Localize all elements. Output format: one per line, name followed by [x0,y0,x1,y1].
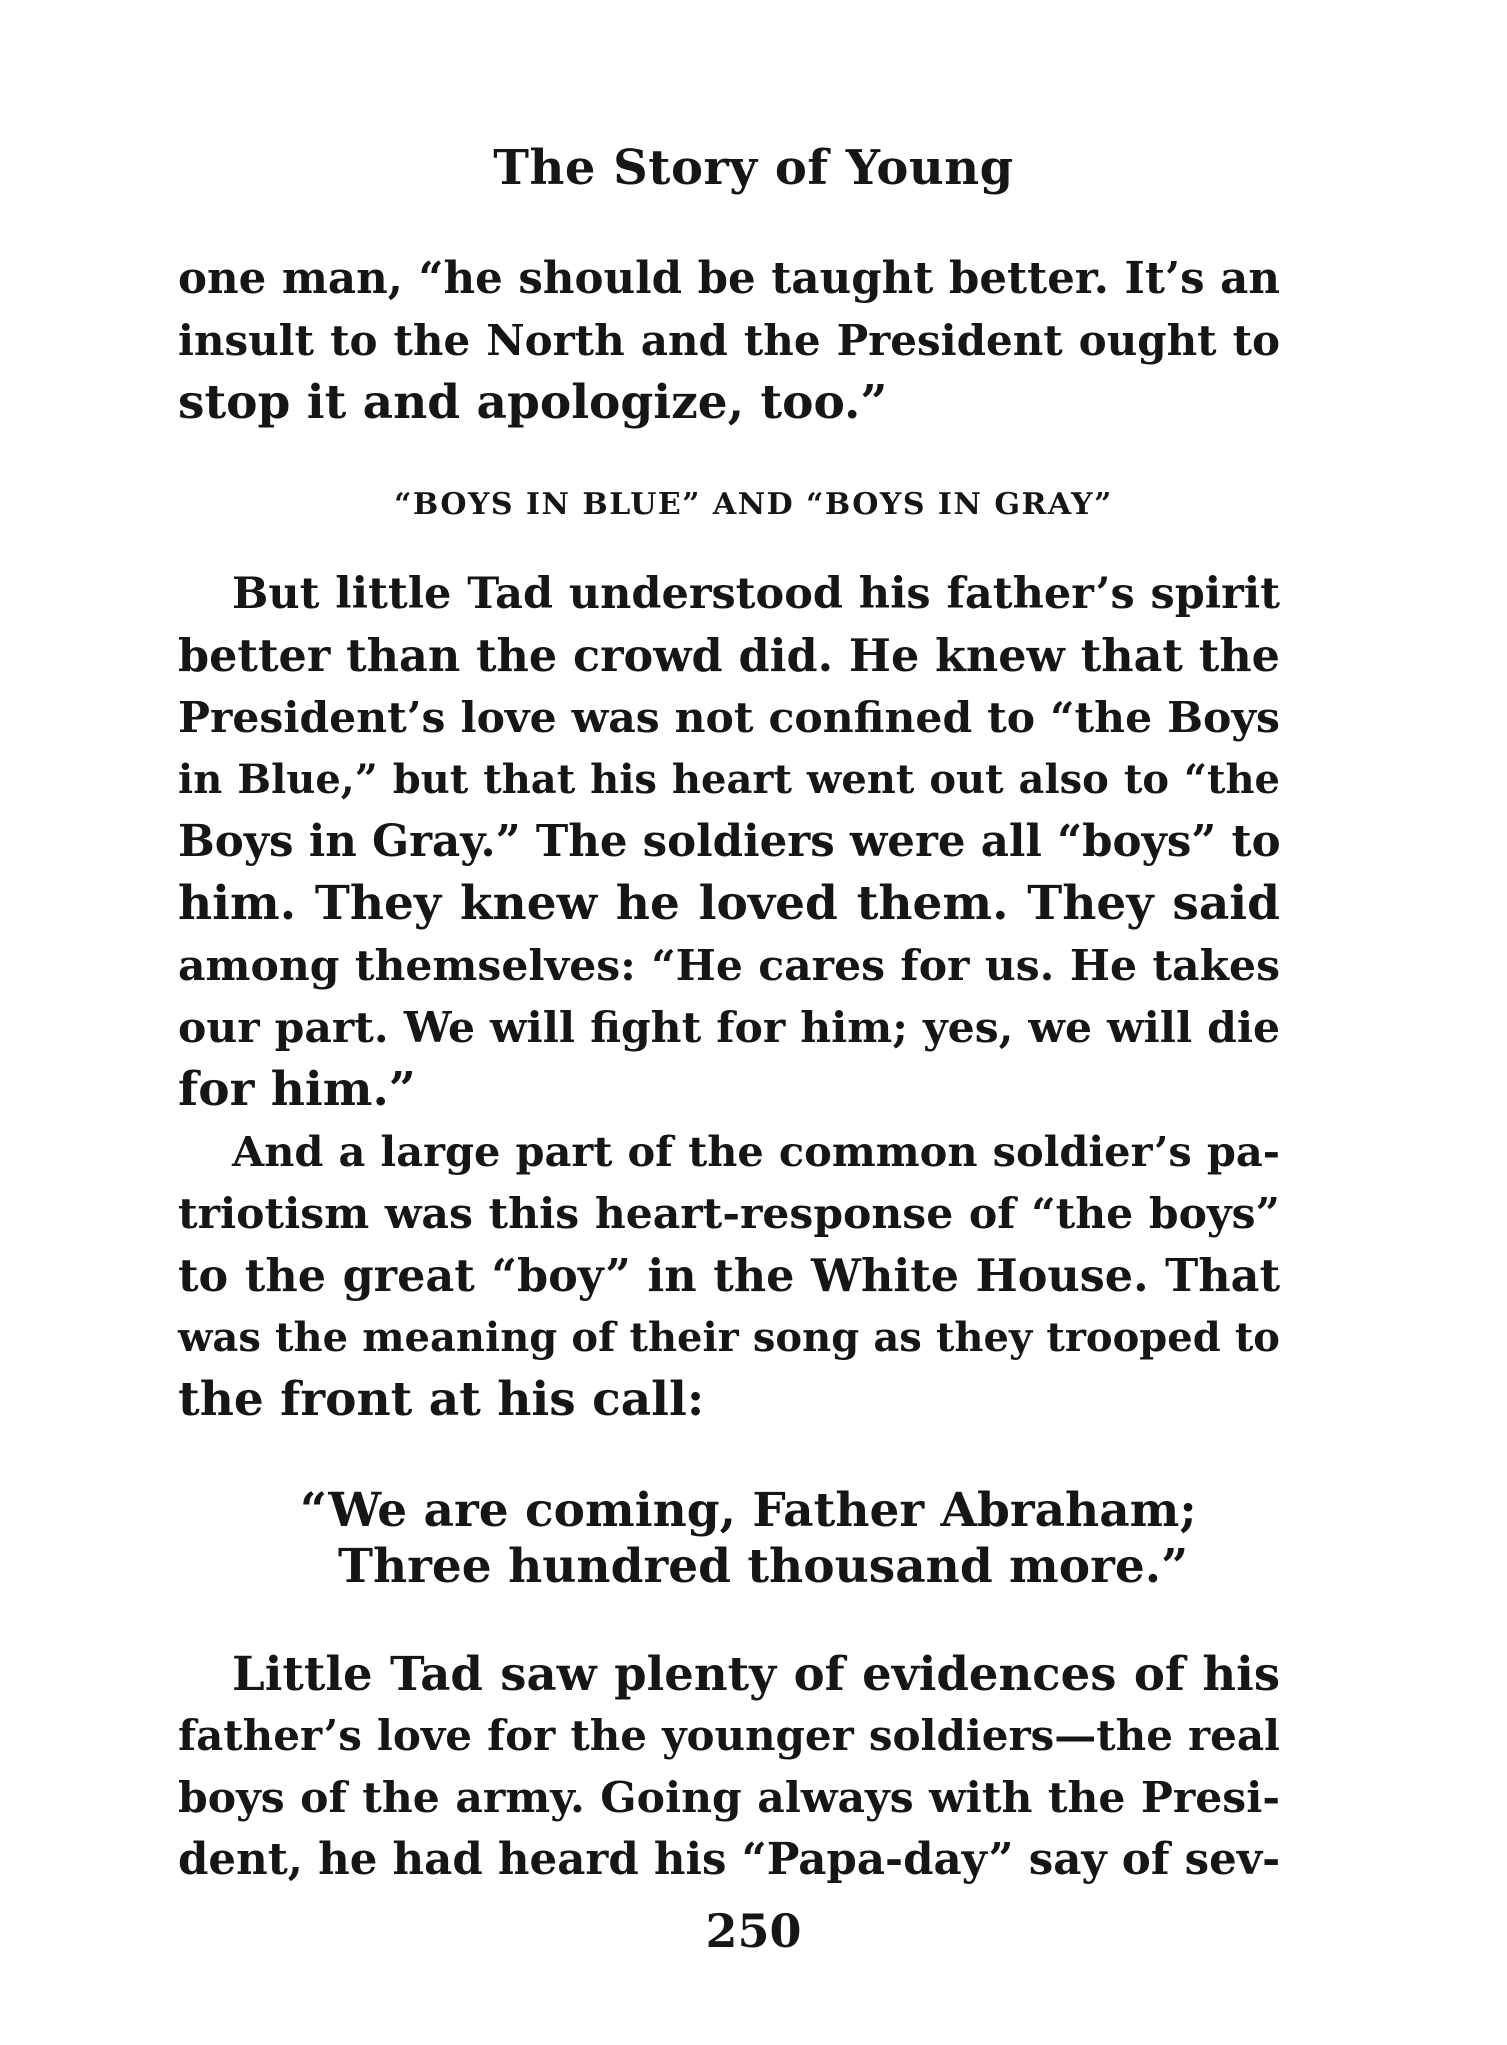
text-line: Little Tad saw plenty of evidences of his [232,1646,1280,1701]
text-line: one man, “he should be taught better. It’s an [178,253,1280,304]
page-number: 250 [705,1904,802,1958]
text-line: father’s love for the younger soldiers—the real [178,1711,1280,1760]
text-line: in Blue,” but that his heart went out also to “the [178,756,1280,803]
text-line: our part. We will fight for him; yes, we will die [178,1003,1280,1053]
text-line: insult to the North and the President ought to [178,316,1280,365]
running-head: The Story of Young [493,140,1014,196]
text-line: among themselves: “He cares for us. He takes [178,941,1280,991]
text-line: But little Tad understood his father’s spirit [232,569,1280,619]
text-line: stop it and apologize, too.” [178,375,888,430]
verse-line: “We are coming, Father Abraham; [300,1483,1197,1538]
text-line: to the great “boy” in the White House. That [178,1250,1280,1302]
text-line: Boys in Gray.” The soldiers were all “boys” to [178,816,1281,867]
text-line: triotism was this heart-response of “the boys” [178,1189,1280,1239]
text-line: better than the crowd did. He knew that the [178,630,1280,682]
text-line: for him.” [178,1062,416,1117]
paragraph-tad-understood [178,563,1280,1121]
text-line: was the meaning of their song as they trooped to [178,1314,1280,1361]
text-line: And a large part of the common soldier’s pa- [232,1127,1280,1176]
text-line: him. They knew he loved them. They said [178,876,1280,931]
text-line: dent, he had heard his “Papa-day” say of sev- [178,1834,1281,1885]
verse-quotation [300,1483,1200,1595]
verse-line: Three hundred thousand more.” [338,1539,1189,1594]
paragraph-continued [178,248,1280,434]
text-line: boys of the army. Going always with the Presi- [178,1773,1280,1823]
text-line: President’s love was not confined to “the Boys [178,693,1280,743]
paragraph-little-tad [178,1643,1280,1891]
paragraph-patriotism [178,1121,1280,1431]
text-line: the front at his call: [178,1372,705,1427]
section-heading: “BOYS IN BLUE” AND “BOYS IN GRAY” [394,487,1113,522]
